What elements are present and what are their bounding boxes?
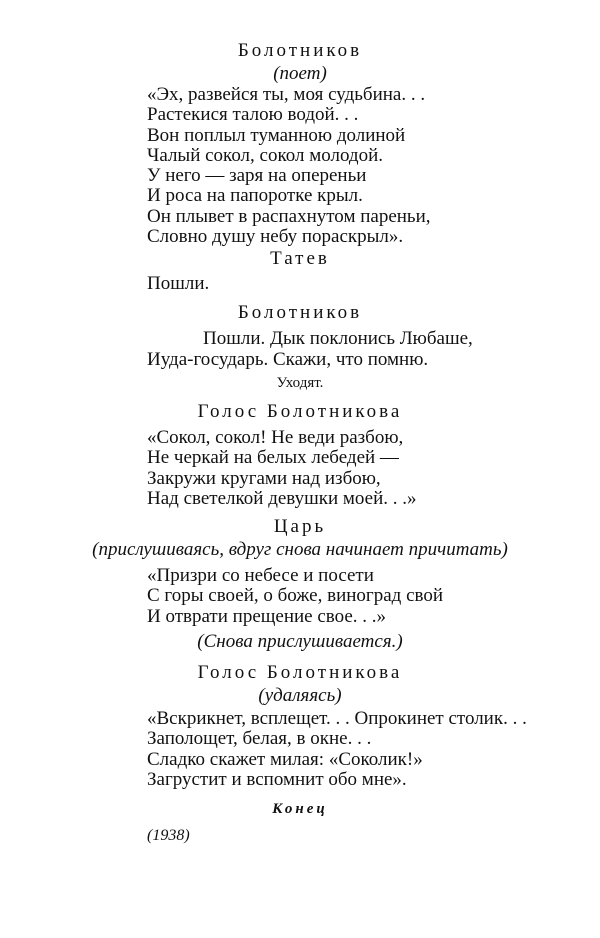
verse-line: Чалый сокол, сокол молодой. (147, 144, 384, 166)
verse-line: Загрустит и вспомнит обо мне». (147, 768, 407, 790)
verse-line: «Эх, развейся ты, моя судьбина. . . (147, 84, 426, 105)
verse-line: Словно душу небу пораскрыл». (147, 226, 404, 248)
speaker-tatev: Татев (270, 248, 330, 269)
song-verse-1 (147, 85, 431, 247)
speaker-tsar: Царь (273, 516, 327, 537)
year-label: (1938) (147, 827, 190, 844)
dialogue-line: Иуда-государь. Скажи, что помню. (147, 349, 429, 370)
ending-label: Конец (272, 801, 328, 817)
verse-line: Он плывет в распахнутом пареньи, (147, 205, 431, 227)
verse-line: У него — заря на опереньи (147, 165, 367, 187)
verse-line: Закружи кругами над избою, (147, 467, 381, 489)
verse-line: «Вскрикнет, всплещет. . . Опрокинет столик. . . (147, 708, 527, 729)
stage-direction-listening: (прислушиваясь, вдруг снова начинает причитать) (92, 539, 508, 560)
speaker-bolotnikov: Болотников (237, 302, 363, 323)
speaker-bolotnikov: Болотников (237, 40, 363, 61)
verse-line: И отврати прещение свое. . .» (147, 605, 387, 627)
stage-direction-sings: (поет) (273, 63, 327, 84)
verse-line: И роса на папоротке крыл. (147, 185, 363, 207)
stage-direction-exit: Уходят. (276, 375, 324, 391)
dialogue-line: Пошли. Дык поклонись Любаше, (203, 328, 473, 349)
verse-line: «Призри со небесе и посети (147, 565, 374, 586)
speaker-voice-bolotnikov: Голос Болотникова (197, 401, 403, 422)
verse-line: Растекися талою водой. . . (147, 104, 359, 126)
verse-line: Не черкай на белых лебедей — (147, 447, 399, 469)
prayer-verse (147, 566, 443, 627)
speaker-voice-bolotnikov: Голос Болотникова (197, 662, 403, 683)
verse-line: Вон поплыл туманною долиной (147, 124, 406, 146)
stage-direction-receding: (удаляясь) (258, 685, 342, 706)
song-verse-3 (147, 709, 527, 790)
song-verse-2 (147, 428, 417, 509)
verse-line: Сладко скажет милая: «Соколик!» (147, 748, 423, 770)
dialogue-line: Пошли. (147, 273, 210, 294)
verse-line: Заполощет, белая, в окне. . . (147, 728, 372, 750)
stage-direction-listens-again: (Снова прислушивается.) (197, 631, 403, 652)
verse-line: С горы своей, о боже, виноград свой (147, 585, 444, 607)
verse-line: «Сокол, сокол! Не веди разбою, (147, 427, 404, 448)
verse-line: Над светелкой девушки моей. . .» (147, 487, 417, 509)
